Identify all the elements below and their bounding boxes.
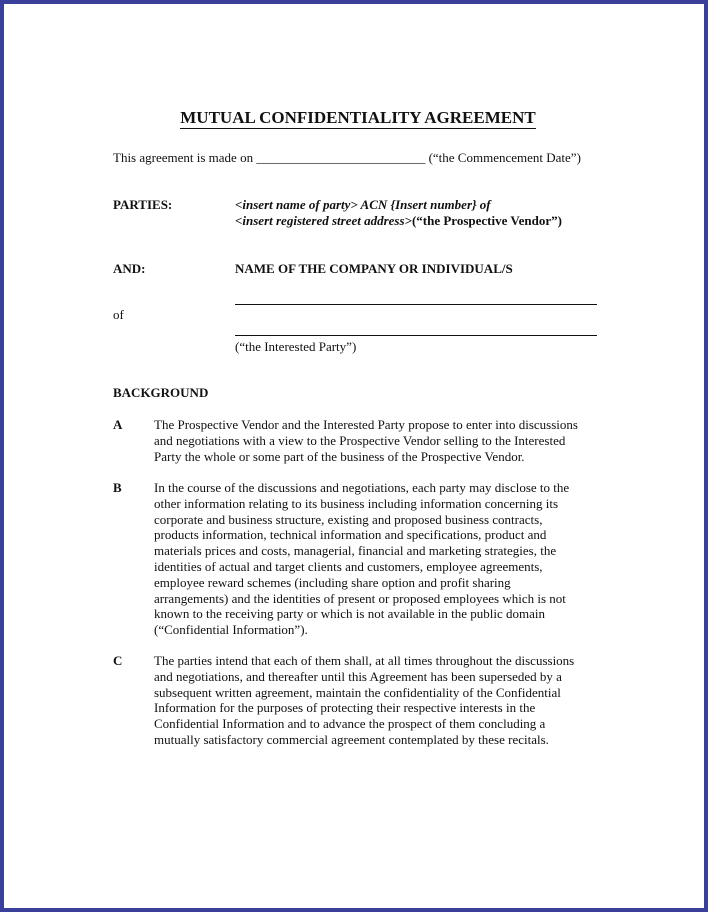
party-address-placeholder: <insert registered street address>	[235, 213, 412, 228]
address-blank-line-2	[235, 335, 597, 336]
recital-line: corporate and business structure, existing and proposed business contracts,	[154, 511, 543, 527]
recital-line: Confidential Information and to advance the prospect of them concluding a	[154, 716, 546, 732]
interested-party-label: (“the Interested Party”)	[235, 339, 357, 354]
company-name-placeholder: NAME OF THE COMPANY OR INDIVIDUAL/S	[235, 261, 513, 276]
recital-line: employee reward schemes (including share option and profit sharing	[154, 574, 511, 590]
recital-line: In the course of the discussions and negotiations, each party may disclose to the	[154, 480, 570, 495]
recital-line: arrangements) and the identities of present or proposed employees which is not	[154, 590, 566, 606]
made-on-prefix: This agreement is made on	[113, 150, 254, 165]
recital-letter-b: B	[113, 480, 122, 495]
commencement-date-label: (“the Commencement Date”)	[428, 150, 581, 165]
recital-line: products information, technical information and specifications, product and	[154, 527, 547, 543]
and-label: AND:	[113, 261, 146, 276]
recital-line: Party the whole or some part of the business of the Prospective Vendor.	[154, 448, 525, 464]
party-name-placeholder: <insert name of party> ACN {Insert number} of	[235, 197, 491, 212]
recital-letter-a: A	[113, 417, 123, 432]
background-heading: BACKGROUND	[113, 385, 209, 400]
recital-line: known to the receiving party or which is not available in the public domain	[154, 606, 545, 622]
made-on-blank: __________________________	[256, 150, 426, 165]
prospective-vendor-label: (“the Prospective Vendor”)	[411, 213, 562, 228]
made-on-line	[113, 150, 581, 166]
document-title: MUTUAL CONFIDENTIALITY AGREEMENT	[180, 108, 536, 127]
address-blank-line-1	[235, 304, 597, 305]
of-label: of	[113, 307, 124, 322]
recital-line: The parties intend that each of them shall, at all times throughout the discussions	[154, 653, 575, 668]
parties-label: PARTIES:	[113, 197, 173, 212]
recital-line: and negotiations, and thereafter until this Agreement has been superseded by a	[154, 668, 562, 684]
recital-line: mutually satisfactory commercial agreement contemplated by these recitals.	[154, 731, 549, 747]
recital-line: materials prices and costs, managerial, financial and marketing strategies, the	[154, 543, 557, 559]
party-address-line	[235, 213, 562, 229]
recital-c	[154, 653, 604, 748]
recital-a	[154, 417, 604, 464]
recital-line: other information relating to its business including information concerning its	[154, 495, 559, 511]
recital-line: Information for the purposes of protecting their respective interests in the	[154, 700, 536, 716]
recital-line: (“Confidential Information”).	[154, 622, 308, 638]
document-title-wrap	[4, 108, 708, 128]
recital-line: The Prospective Vendor and the Interested Party propose to enter into discussions	[154, 417, 578, 432]
recital-line: subsequent written agreement, maintain the confidentiality of the Confidential	[154, 684, 561, 700]
recital-line: identities of actual and target clients and customers, employee agreements,	[154, 558, 543, 574]
recital-letter-c: C	[113, 653, 123, 668]
recital-line: and negotiations with a view to the Prospective Vendor selling to the Interested	[154, 432, 566, 448]
recital-b	[154, 480, 604, 638]
